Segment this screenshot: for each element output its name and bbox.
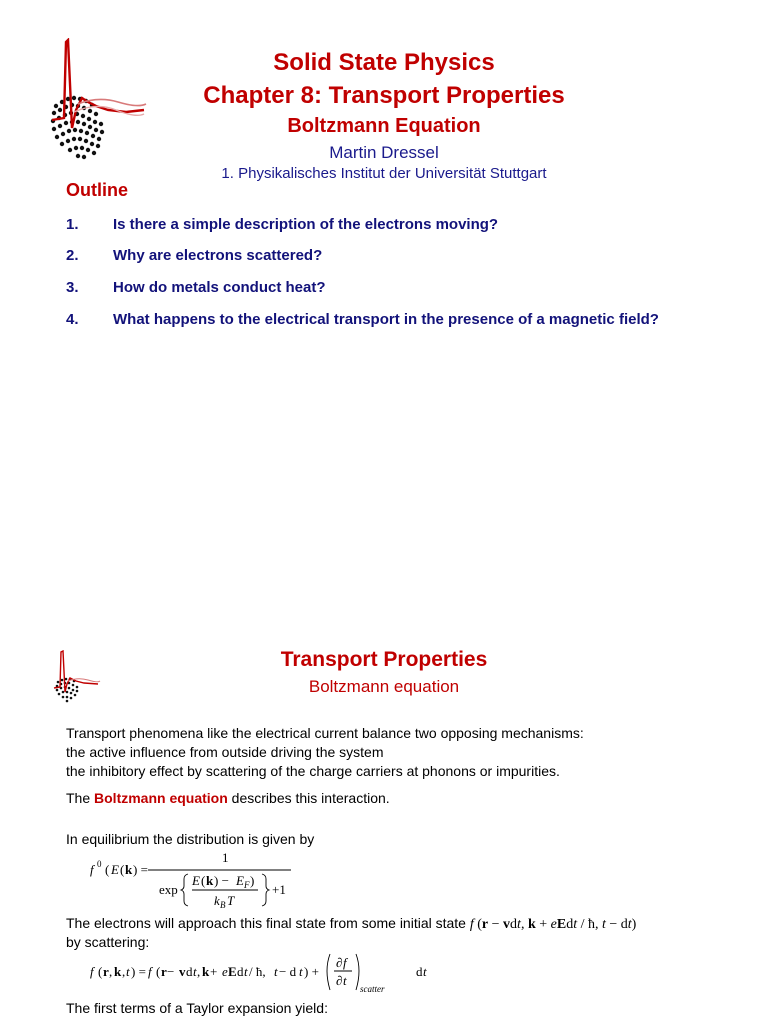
svg-text:1: 1: [222, 850, 229, 865]
author-name: Martin Dressel: [329, 143, 439, 162]
svg-text:) =: ) =: [133, 862, 148, 877]
svg-text:t: t: [244, 964, 248, 979]
svg-text:d: d: [416, 964, 423, 979]
svg-text:k: k: [114, 964, 122, 979]
outline-text: How do metals conduct heat?: [113, 279, 326, 296]
outline-text: Why are electrons scattered?: [113, 247, 323, 264]
svg-text:) −: ) −: [214, 873, 229, 888]
svg-text:f: f: [90, 964, 94, 979]
approach-text: The electrons will approach this final state from some initial state f (r − vdt, k + eEdt / ħ, t − dt): [66, 915, 637, 932]
taylor-text: The first terms of a Taylor expansion yield:: [66, 1000, 328, 1016]
svg-text:+1: +1: [272, 882, 286, 897]
slide-subtitle: Boltzmann Equation: [287, 115, 481, 137]
svg-text:(: (: [120, 862, 125, 877]
equilibrium-text: In equilibrium the distribution is given by: [66, 831, 315, 847]
outline-number: 4.: [66, 311, 79, 328]
svg-text:E: E: [228, 964, 237, 979]
svg-text:T: T: [227, 893, 235, 908]
svg-text:d: d: [237, 964, 244, 979]
svg-text:(: (: [98, 964, 103, 979]
svg-text:∂: ∂: [336, 973, 343, 988]
outline-text: Is there a simple description of the electrons moving?: [113, 216, 499, 233]
outline-text: What happens to the electrical transport in the presence of a magnetic field?: [113, 311, 659, 328]
svg-text:d: d: [186, 964, 193, 979]
intro-paragraph: [66, 724, 584, 781]
fermi-distribution-equation: [86, 848, 306, 910]
svg-text:k: k: [206, 873, 214, 888]
svg-text:,: ,: [122, 964, 126, 979]
svg-text:− d: − d: [279, 964, 297, 979]
svg-text:F: F: [244, 880, 250, 890]
boltzmann-term: Boltzmann equation: [94, 790, 228, 806]
svg-text:r: r: [161, 964, 167, 979]
course-title: Solid State Physics: [273, 49, 495, 76]
svg-text:(: (: [105, 862, 110, 877]
initial-state-expression: f (r − vdt, k + eEdt / ħ, t − dt): [469, 917, 637, 932]
svg-text:E: E: [111, 862, 119, 877]
svg-text:B: B: [220, 900, 226, 910]
by-scattering-text: by scattering:: [66, 934, 150, 950]
svg-text:−: −: [167, 964, 175, 979]
svg-text:k: k: [125, 862, 133, 877]
svg-text:E: E: [192, 873, 200, 888]
svg-text:∂: ∂: [336, 955, 343, 970]
outline-heading: Outline: [66, 180, 128, 200]
svg-text:f: f: [90, 862, 94, 877]
svg-text:): ): [250, 873, 255, 888]
svg-text:f: f: [343, 955, 347, 970]
intro-line: the inhibitory effect by scattering of the charge carriers at phonons or impurities.: [66, 763, 560, 779]
svg-text:r: r: [103, 964, 109, 979]
svg-text:t: t: [274, 964, 278, 979]
svg-text:,: ,: [109, 964, 113, 979]
intro-line: Transport phenomena like the electrical current balance two opposing mechanisms:: [66, 725, 584, 741]
svg-text:v: v: [179, 964, 186, 979]
svg-text:(: (: [201, 873, 206, 888]
svg-text:E: E: [236, 873, 244, 888]
svg-text:t: t: [126, 964, 130, 979]
svg-text:+: +: [210, 964, 218, 979]
svg-text:/ ħ,: / ħ,: [249, 964, 266, 979]
svg-text:) +: ) +: [304, 964, 319, 979]
svg-text:k: k: [214, 893, 220, 908]
svg-text:exp: exp: [159, 882, 178, 897]
svg-text:scatter: scatter: [360, 984, 385, 994]
affiliation: 1. Physikalisches Institut der Universität Stuttgart: [221, 165, 547, 182]
outline-number: 2.: [66, 247, 79, 264]
svg-text:e: e: [222, 964, 228, 979]
slide2-title: Transport Properties: [280, 648, 488, 671]
svg-text:0: 0: [97, 859, 102, 869]
svg-text:t: t: [299, 964, 303, 979]
intro-line: the active influence from outside driving the system: [66, 744, 384, 760]
boltzmann-sentence: The Boltzmann equation describes this interaction.: [66, 790, 390, 806]
outline-number: 3.: [66, 279, 79, 296]
svg-text:) =: ) =: [131, 964, 146, 979]
svg-text:,: ,: [197, 964, 201, 979]
svg-text:t: t: [423, 964, 427, 979]
chapter-title: Chapter 8: Transport Properties: [203, 82, 565, 109]
boltzmann-equation: [86, 950, 446, 998]
slide2-subtitle: Boltzmann equation: [308, 677, 460, 696]
svg-text:t: t: [343, 973, 347, 988]
svg-text:f: f: [148, 964, 152, 979]
svg-text:k: k: [202, 964, 210, 979]
svg-text:(: (: [156, 964, 161, 979]
outline-number: 1.: [66, 216, 79, 233]
svg-text:t: t: [193, 964, 197, 979]
